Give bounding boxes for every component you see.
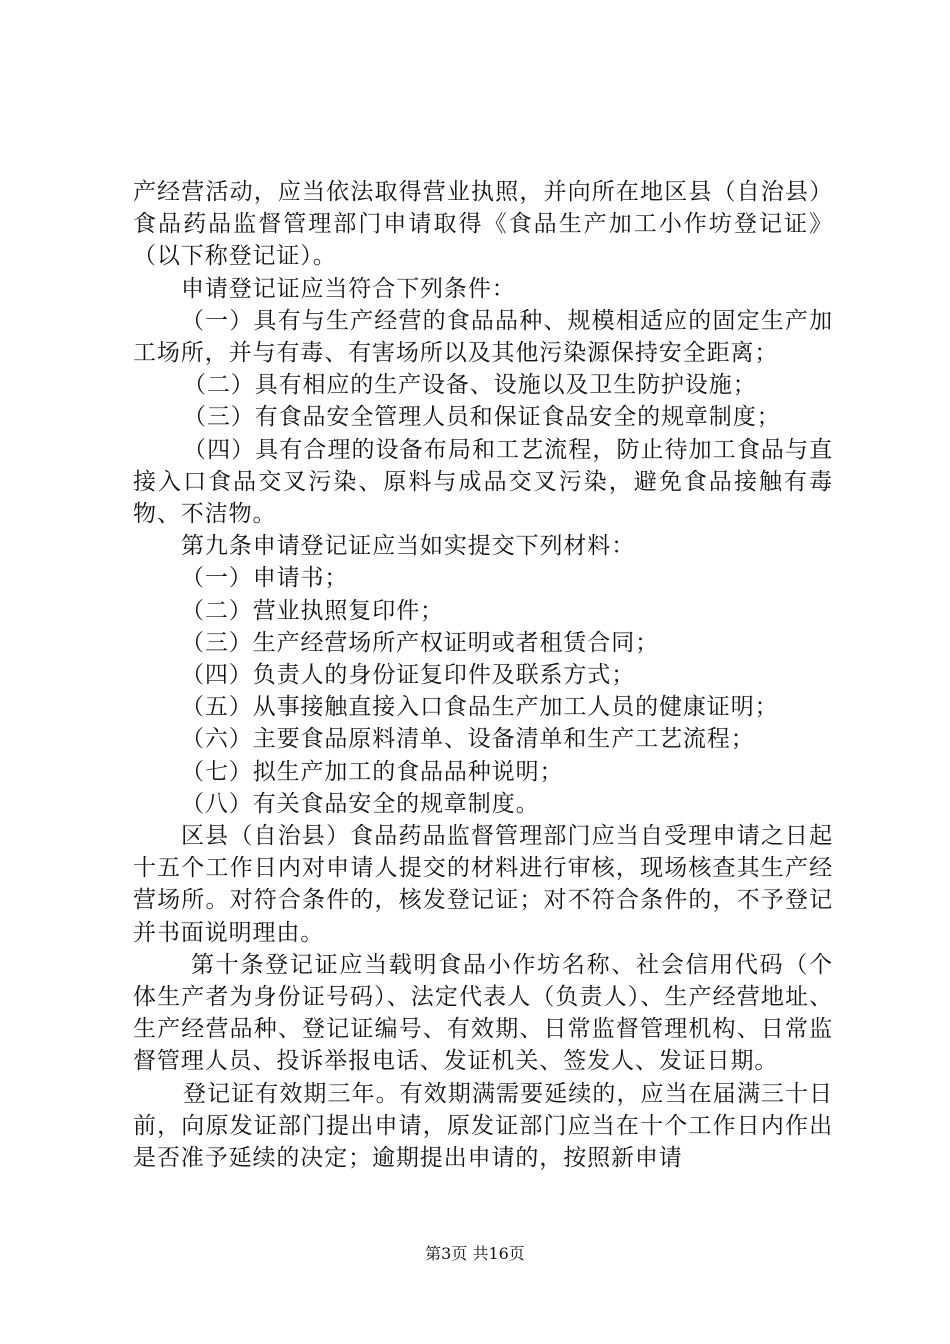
paragraph-condition-3: （三）有食品安全管理人员和保证食品安全的规章制度； [183, 404, 781, 431]
list-item-material-2: （二）营业执照复印件； [181, 597, 444, 624]
paragraph-condition-2: （二）具有相应的生产设备、设施以及卫生防护设施； [183, 372, 757, 399]
list-item-material-3: （三）生产经营场所产权证明或者租赁合同； [181, 629, 659, 656]
list-item-material-6: （六）主要食品原料清单、设备清单和生产工艺流程； [181, 726, 755, 753]
paragraph-continuation: 产经营活动，应当依法取得营业执照，并向所在地区县（自治县）食品药品监督管理部门申请取得《食品生产加工小作坊登记证》（以下称登记证）。 [133, 179, 833, 270]
paragraph-article-10: 第十条登记证应当载明食品小作坊名称、社会信用代码（个体生产者为身份证号码）、法定代表人（负责人）、生产经营地址、生产经营品种、登记证编号、有效期、日常监督管理机构、日常监督管理人员、投诉举报电话、发证机关、签发人、发证日期。 [133, 951, 833, 1075]
list-item-material-5: （五）从事接触直接入口食品生产加工人员的健康证明； [181, 694, 779, 721]
paragraph-condition-4: （四）具有合理的设备布局和工艺流程，防止待加工食品与直接入口食品交叉污染、原料与成品交叉污染，避免食品接触有毒物、不洁物。 [133, 436, 833, 528]
list-item-material-7: （七）拟生产加工的食品品种说明； [181, 758, 564, 785]
list-item-material-8: （八）有关食品安全的规章制度。 [181, 790, 540, 817]
document-body [133, 176, 833, 1174]
paragraph-conditions-intro: 申请登记证应当符合下列条件： [181, 275, 516, 302]
list-item-material-1: （一）申请书； [181, 565, 349, 592]
paragraph-review-process: 区县（自治县）食品药品监督管理部门应当自受理申请之日起十五个工作日内对申请人提交的材料进行审核，现场核查其生产经营场所。对符合条件的，核发登记证；对不符合条件的，不予登记并书面说明理由。 [133, 823, 833, 946]
paragraph-validity: 登记证有效期三年。有效期满需要延续的，应当在届满三十日前，向原发证部门提出申请，原发证部门应当在十个工作日内作出是否准予延续的决定；逾期提出申请的，按照新申请 [133, 1080, 833, 1172]
paragraph-article-9: 第九条申请登记证应当如实提交下列材料： [181, 533, 636, 560]
page-number-footer: 第3页 共16页 [425, 1244, 525, 1263]
paragraph-condition-1: （一）具有与生产经营的食品品种、规模相适应的固定生产加工场所，并与有毒、有害场所以及其他污染源保持安全距离； [133, 307, 833, 367]
list-item-material-4: （四）负责人的身份证复印件及联系方式； [181, 662, 636, 689]
